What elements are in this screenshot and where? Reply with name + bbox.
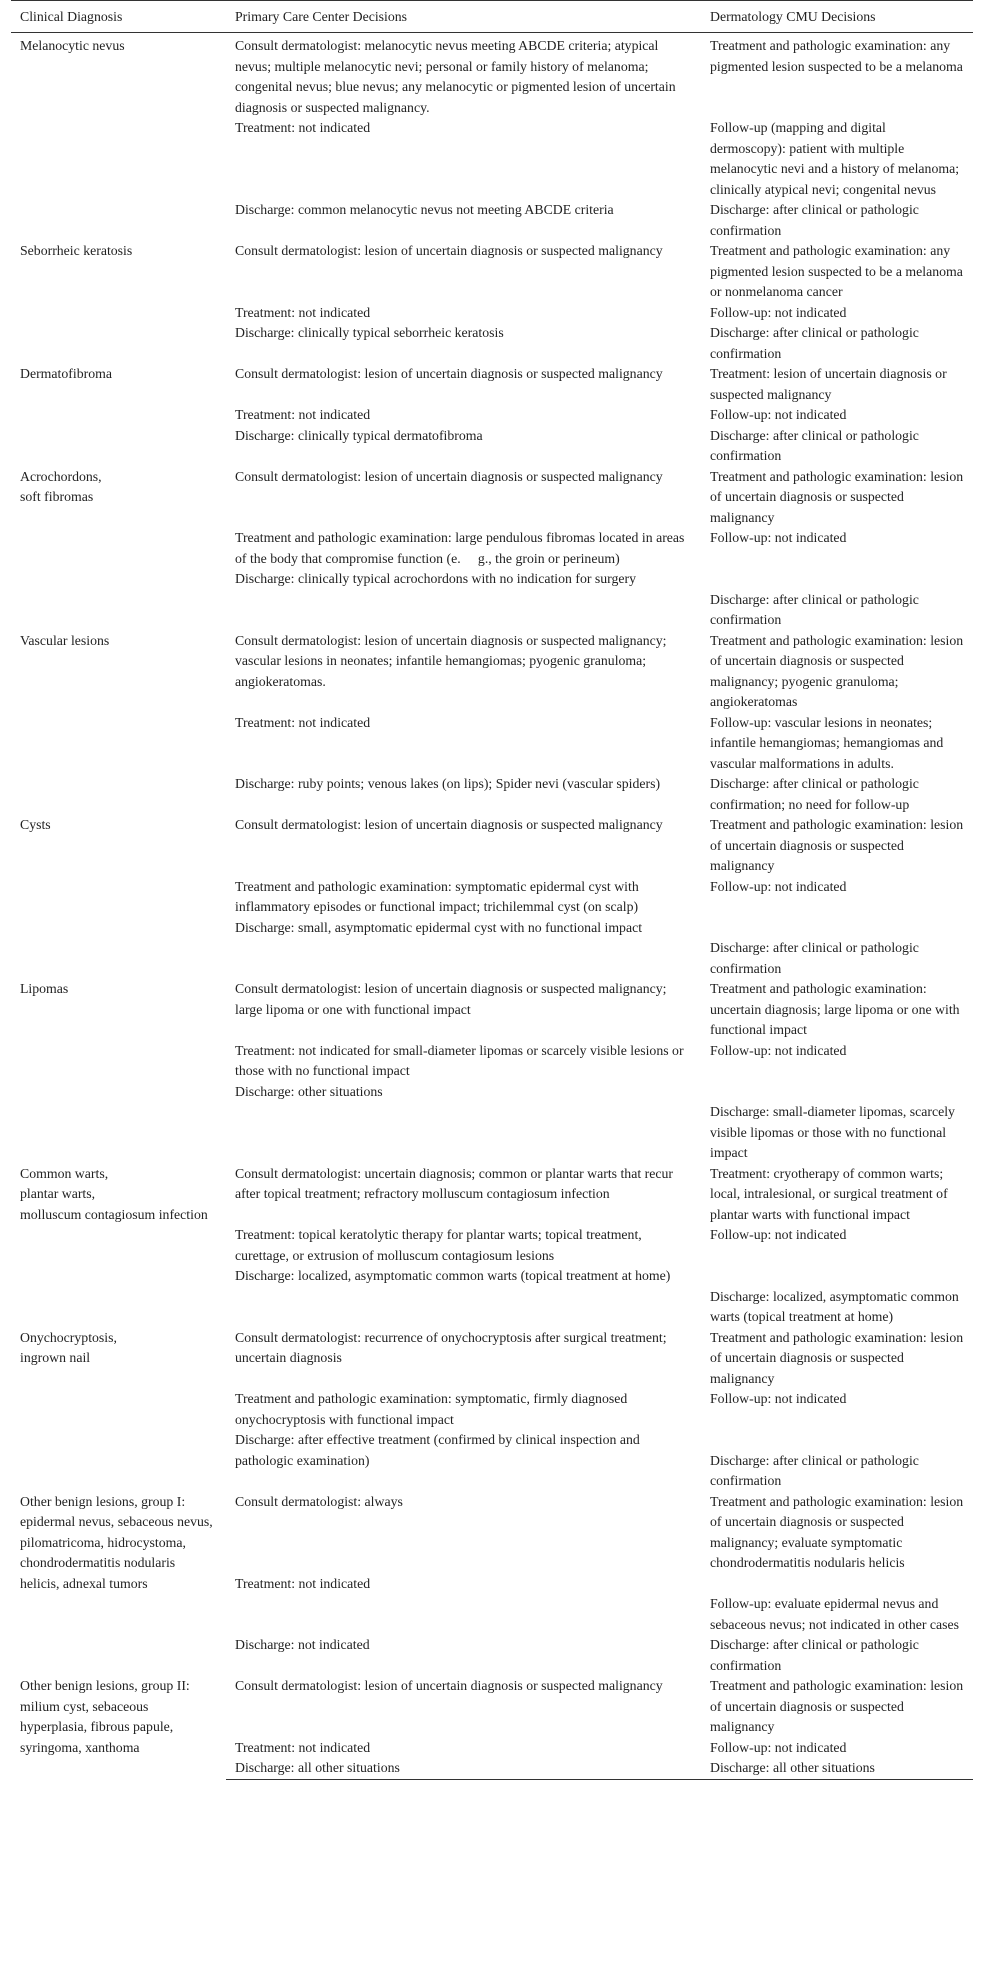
table-row [11, 33, 973, 119]
dermatology-cmu-decision-cell: Discharge: after clinical or pathologic confirmation [710, 940, 919, 976]
primary-care-decision-cell: Treatment and pathologic examination: symptomatic epidermal cyst with inflammatory episodes or functional impact; trichilemmal cyst (on scalp) [235, 878, 639, 914]
primary-care-decision-cell: Discharge: clinically typical acrochordons with no indication for surgery [235, 571, 637, 586]
clinical-diagnosis-cell: Dermatofibroma [20, 366, 112, 381]
header-clinical-diagnosis: Clinical Diagnosis [11, 1, 226, 33]
dermatology-cmu-decision-cell: Follow-up: not indicated [710, 1739, 847, 1755]
clinical-diagnosis-cell: Acrochordons, soft fibromas [20, 468, 102, 504]
document-table-container [11, 0, 973, 1780]
dermatology-cmu-decision-cell: Treatment and pathologic examination: lesion of uncertain diagnosis or suspected malignancy [710, 1678, 964, 1734]
table-row [11, 467, 973, 529]
header-row [11, 1, 973, 33]
primary-care-decision-cell: Discharge: ruby points; venous lakes (on lips); Spider nevi (vascular spiders) [235, 776, 661, 791]
primary-care-decision-cell: Discharge: other situations [235, 1083, 383, 1099]
primary-care-decision-cell: Treatment: not indicated [235, 407, 371, 422]
table-row [11, 1164, 973, 1226]
primary-care-decision-cell: Consult dermatologist: uncertain diagnosis; common or plantar warts that recur after topical treatment; refractory molluscum contagiosum infection [235, 1165, 673, 1201]
dermatology-cmu-decision-cell: Follow-up: not indicated [710, 1042, 847, 1058]
dermatology-cmu-decision-cell: Discharge: after clinical or pathologic confirmation [710, 325, 919, 361]
dermatology-cmu-decision-cell: Follow-up: not indicated [710, 407, 847, 422]
primary-care-decision-cell: Treatment: not indicated [235, 120, 371, 135]
dermatology-cmu-decision-cell: Treatment and pathologic examination: lesion of uncertain diagnosis or suspected malignancy; pyogenic granuloma; angiokeratomas [710, 632, 964, 709]
clinical-diagnosis-cell: Cysts [20, 817, 51, 832]
clinical-diagnosis-cell: Other benign lesions, group II: milium cyst, sebaceous hyperplasia, fibrous papule, syringoma, xanthoma [20, 1678, 190, 1755]
primary-care-decision-cell: Discharge: localized, asymptomatic common warts (topical treatment at home) [235, 1268, 671, 1283]
primary-care-decision-cell: Treatment: topical keratolytic therapy for plantar warts; topical treatment, curettage, or extrusion of molluscum contagiosum lesions [235, 1227, 642, 1263]
dermatology-cmu-decision-cell: Follow-up (mapping and digital dermoscopy): patient with multiple melanocytic nevi and a history of melanoma; clinically atypical nevi; congenital nevus [710, 120, 960, 197]
table-row [11, 631, 973, 713]
primary-care-decision-cell: Consult dermatologist: always [235, 1493, 403, 1509]
dermatology-cmu-decision-cell: Discharge: localized, asymptomatic common warts (topical treatment at home) [710, 1288, 959, 1324]
clinical-diagnosis-cell: Other benign lesions, group I: epidermal nevus, sebaceous nevus, pilomatricoma, hidrocystoma, chondrodermatitis nodularis helicis, adnexal tumors [20, 1493, 213, 1591]
table-header [11, 1, 973, 33]
dermatology-cmu-decision-cell: Discharge: all other situations [701, 1758, 973, 1779]
primary-care-decision-cell: Discharge: clinically typical dermatofibroma [235, 427, 483, 443]
dermatology-cmu-decision-cell: Discharge: after clinical or pathologic confirmation [710, 427, 919, 463]
table-row [11, 815, 973, 877]
dermatology-cmu-decision-cell: Follow-up: vascular lesions in neonates; infantile hemangiomas; hemangiomas and vascular malformations in adults. [710, 714, 944, 771]
primary-care-decision-cell: Consult dermatologist: lesion of uncertain diagnosis or suspected malignancy [235, 1678, 663, 1693]
clinical-diagnosis-cell: Lipomas [20, 981, 69, 996]
primary-care-decision-cell: Discharge: all other situations [226, 1758, 701, 1779]
dermatology-cmu-decision-cell: Discharge: after clinical or pathologic confirmation [710, 1637, 919, 1673]
dermatology-cmu-decision-cell: Treatment and pathologic examination: any pigmented lesion suspected to be a melanoma [710, 38, 963, 74]
clinical-diagnosis-cell: Vascular lesions [20, 632, 110, 648]
dermatology-cmu-decision-cell: Discharge: after clinical or pathologic confirmation [710, 591, 919, 627]
dermatology-cmu-decision-cell: Discharge: after clinical or pathologic confirmation [710, 1452, 919, 1488]
primary-care-decision-cell: Discharge: not indicated [235, 1637, 370, 1652]
table-body [11, 33, 973, 1780]
dermatology-cmu-decision-cell: Follow-up: not indicated [710, 878, 847, 894]
header-dermatology-cmu-decisions: Dermatology CMU Decisions [701, 1, 973, 33]
primary-care-decision-cell: Treatment: not indicated [235, 714, 371, 730]
dermatology-cmu-decision-cell: Follow-up: not indicated [710, 530, 847, 545]
dermatology-cmu-decision-cell: Follow-up: not indicated [710, 304, 847, 320]
dermatology-cmu-decision-cell: Treatment and pathologic examination: lesion of uncertain diagnosis or suspected malignancy; evaluate symptomatic chondrodermatitis nodularis helicis [710, 1493, 964, 1570]
table-row [11, 979, 973, 1041]
primary-care-decision-cell: Consult dermatologist: lesion of uncertain diagnosis or suspected malignancy [235, 817, 663, 832]
table-row [11, 1676, 973, 1738]
primary-care-decision-cell: Consult dermatologist: lesion of uncertain diagnosis or suspected malignancy [235, 366, 663, 381]
dermatology-cmu-decision-cell: Treatment: lesion of uncertain diagnosis or suspected malignancy [710, 366, 947, 402]
table-row [11, 364, 973, 405]
clinical-diagnosis-cell: Melanocytic nevus [20, 38, 125, 53]
dermatology-cmu-decision-cell: Treatment and pathologic examination: lesion of uncertain diagnosis or suspected malignancy [710, 468, 964, 525]
primary-care-decision-cell: Consult dermatologist: lesion of uncertain diagnosis or suspected malignancy [235, 243, 663, 258]
primary-care-decision-cell: Treatment: not indicated [235, 1739, 371, 1755]
dermatology-cmu-decision-cell: Treatment and pathologic examination: any pigmented lesion suspected to be a melanoma or nonmelanoma cancer [710, 243, 963, 299]
dermatology-cmu-decision-cell: Treatment: cryotherapy of common warts; local, intralesional, or surgical treatment of plantar warts with functional impact [710, 1165, 948, 1222]
dermatology-cmu-decision-cell: Discharge: after clinical or pathologic confirmation; no need for follow-up [710, 776, 919, 812]
table-row [11, 241, 973, 303]
primary-care-decision-cell: Treatment and pathologic examination: large pendulous fibromas located in areas of the body that compromise function (e. g., the groin or perineum) [235, 530, 685, 566]
dermatology-cmu-decision-cell: Discharge: small-diameter lipomas, scarcely visible lipomas or those with no functional impact [710, 1104, 955, 1160]
dermatology-cmu-decision-cell: Treatment and pathologic examination: lesion of uncertain diagnosis or suspected malignancy [710, 817, 964, 873]
primary-care-decision-cell: Treatment: not indicated [235, 304, 371, 320]
primary-care-decision-cell: Treatment and pathologic examination: symptomatic, firmly diagnosed onychocryptosis with functional impact [235, 1391, 628, 1427]
primary-care-decision-cell: Consult dermatologist: lesion of uncertain diagnosis or suspected malignancy [235, 468, 663, 484]
dermatology-cmu-decision-cell: Treatment and pathologic examination: uncertain diagnosis; large lipoma or one with functional impact [710, 981, 960, 1037]
primary-care-decision-cell: Discharge: small, asymptomatic epidermal cyst with no functional impact [235, 919, 643, 935]
clinical-diagnosis-cell: Common warts, plantar warts, molluscum contagiosum infection [20, 1165, 208, 1222]
primary-care-decision-cell: Treatment: not indicated for small-diameter lipomas or scarcely visible lesions or those with no functional impact [235, 1042, 684, 1078]
header-primary-care-decisions: Primary Care Center Decisions [226, 1, 701, 33]
primary-care-decision-cell: Discharge: clinically typical seborrheic keratosis [235, 325, 504, 340]
table-row [11, 1492, 973, 1574]
primary-care-decision-cell: Consult dermatologist: lesion of uncertain diagnosis or suspected malignancy; large lipoma or one with functional impact [235, 981, 667, 1017]
primary-care-decision-cell: Consult dermatologist: lesion of uncertain diagnosis or suspected malignancy; vascular lesions in neonates; infantile hemangiomas; pyogenic granuloma; angiokeratomas. [235, 632, 667, 689]
dermatology-cmu-decision-cell: Discharge: after clinical or pathologic confirmation [710, 202, 919, 238]
table-row [11, 1328, 973, 1390]
primary-care-decision-cell: Discharge: after effective treatment (confirmed by clinical inspection and pathologic examination) [235, 1432, 640, 1468]
primary-care-decision-cell: Discharge: common melanocytic nevus not meeting ABCDE criteria [235, 202, 614, 217]
clinical-diagnosis-cell: Onychocryptosis, ingrown nail [20, 1329, 117, 1365]
primary-care-decision-cell: Consult dermatologist: recurrence of onychocryptosis after surgical treatment; uncertain diagnosis [235, 1329, 667, 1365]
dermatology-cmu-decision-cell: Follow-up: not indicated [710, 1391, 847, 1406]
decisions-table [11, 0, 973, 1780]
dermatology-cmu-decision-cell: Follow-up: not indicated [710, 1227, 847, 1242]
primary-care-decision-cell: Consult dermatologist: melanocytic nevus meeting ABCDE criteria; atypical nevus; multiple melanocytic nevi; personal or family history of melanoma; congenital nevus; blue nevus; any melanocytic or pigmented lesion of uncertain diagnosis or suspected malignancy. [235, 38, 676, 115]
dermatology-cmu-decision-cell: Follow-up: evaluate epidermal nevus and sebaceous nevus; not indicated in other cases [710, 1596, 960, 1632]
primary-care-decision-cell: Treatment: not indicated [235, 1575, 371, 1591]
clinical-diagnosis-cell: Seborrheic keratosis [20, 243, 133, 258]
dermatology-cmu-decision-cell: Treatment and pathologic examination: lesion of uncertain diagnosis or suspected malignancy [710, 1329, 964, 1386]
